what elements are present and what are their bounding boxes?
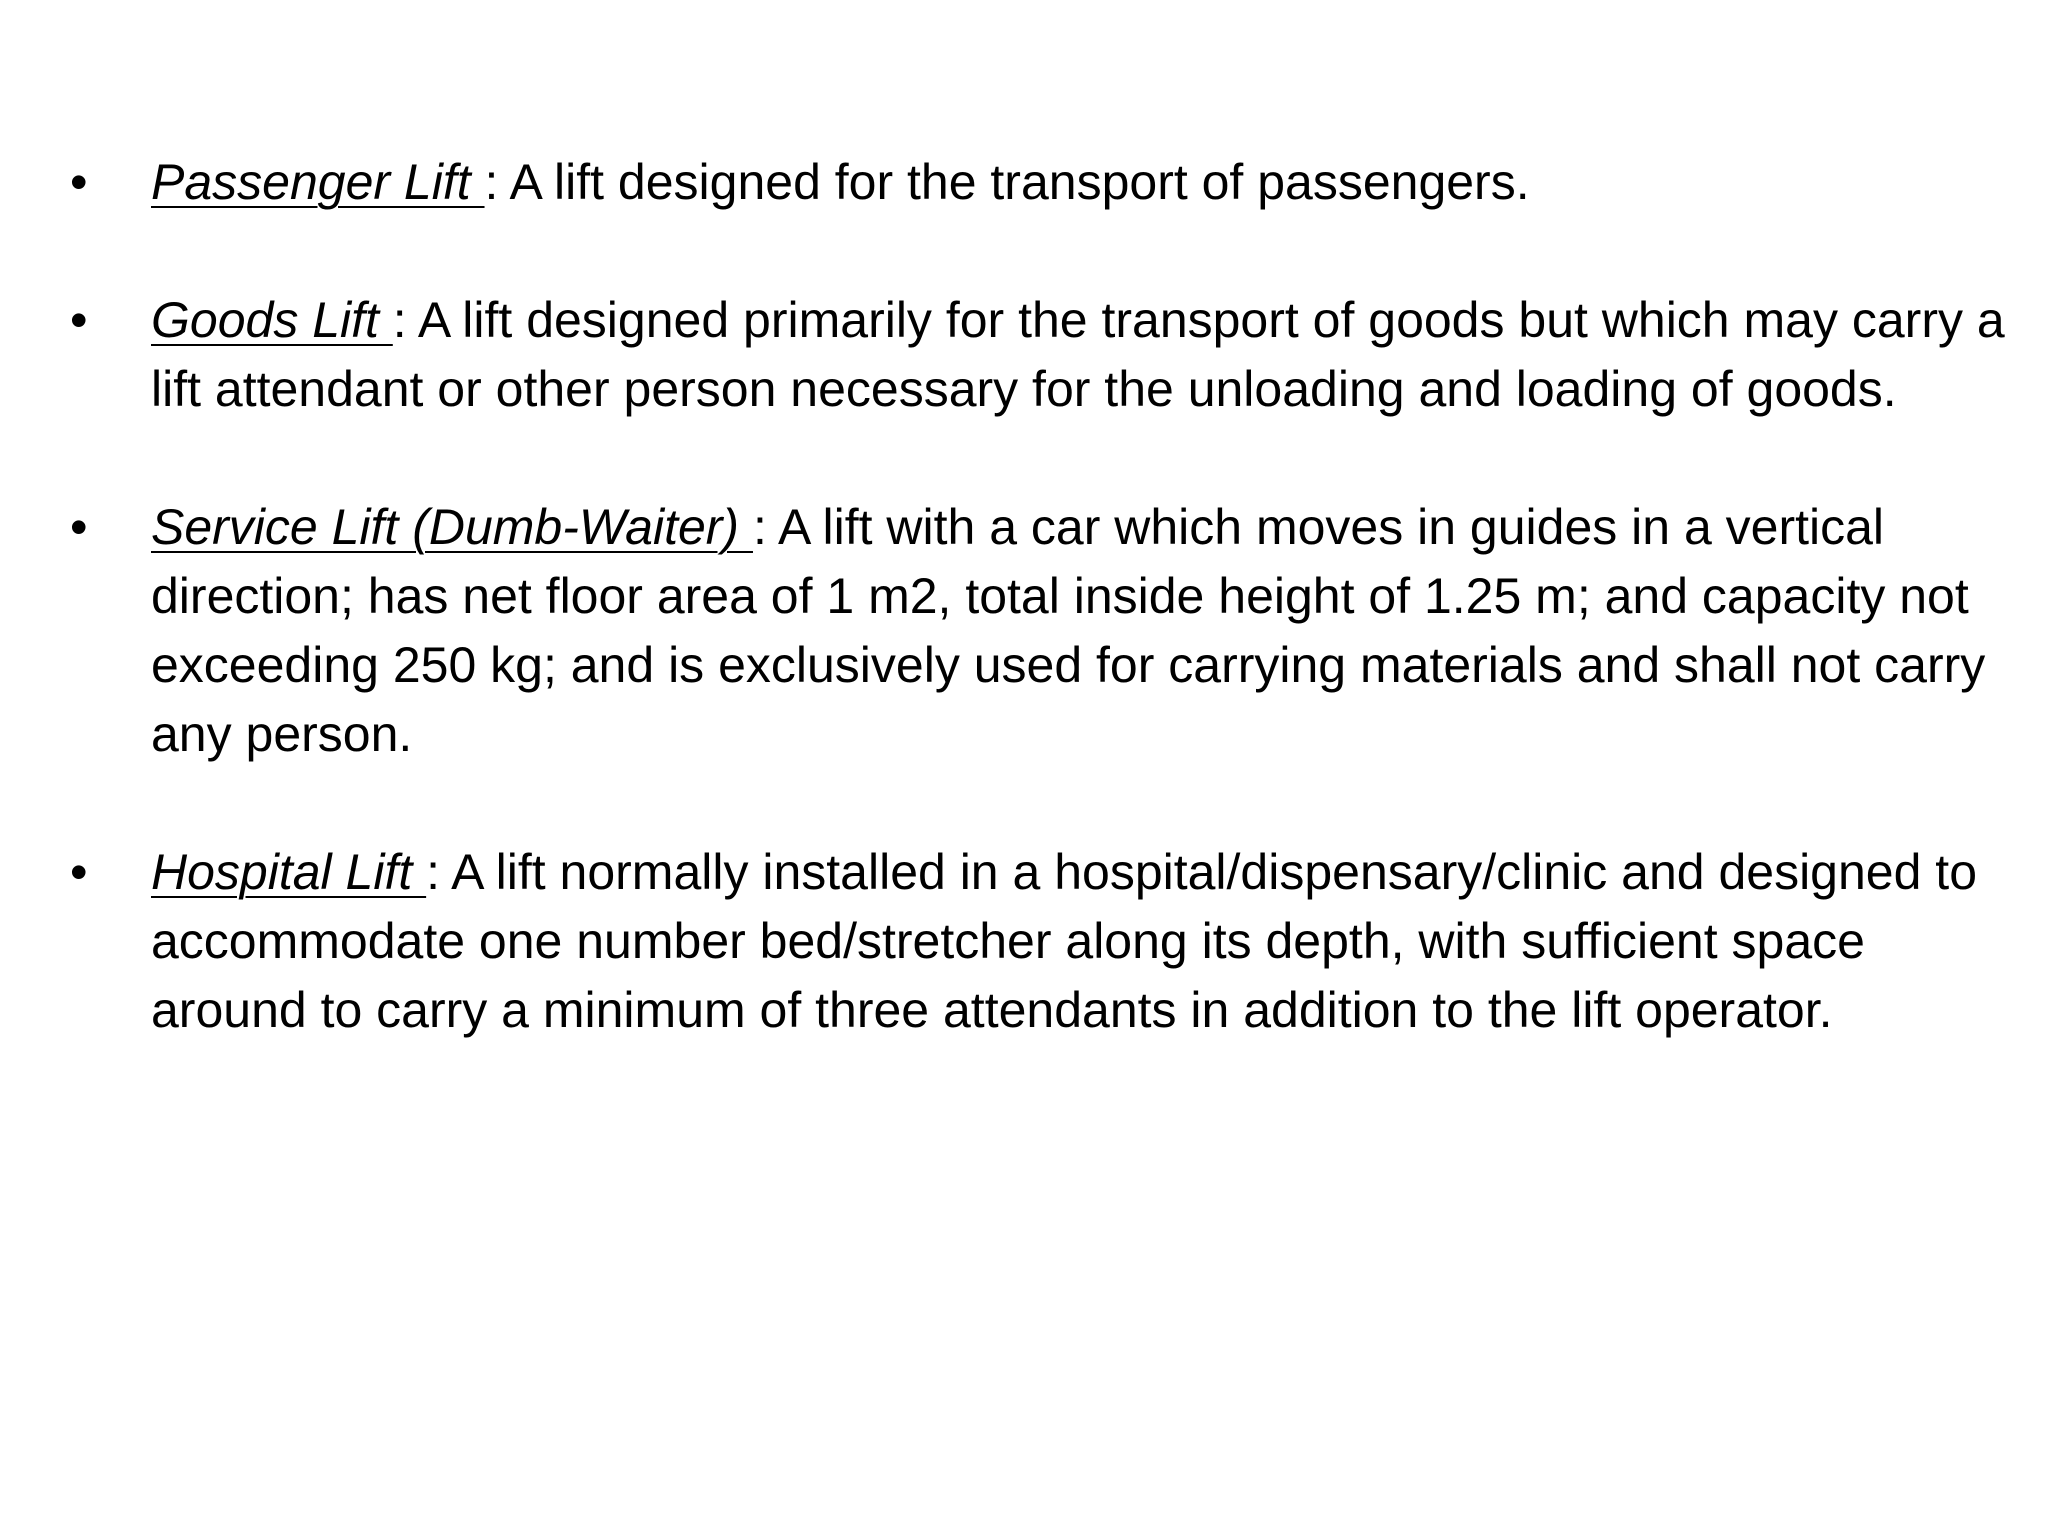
definition-goods-lift	[70, 286, 2010, 424]
definition-list	[70, 148, 2010, 1045]
bullet-icon: •	[70, 499, 88, 555]
description-passenger-lift: : A lift designed for the transport of passengers.	[484, 154, 1530, 210]
bullet-icon: •	[70, 844, 88, 900]
definition-passenger-lift	[70, 148, 2010, 217]
description-goods-lift: : A lift designed primarily for the transport of goods but which may carry a lift attendant or other person necessary for the unloading and loading of goods.	[151, 292, 2005, 417]
term-hospital-lift: Hospital Lift	[151, 844, 427, 900]
term-service-lift: Service Lift (Dumb-Waiter)	[151, 499, 753, 555]
bullet-icon: •	[70, 154, 88, 210]
term-passenger-lift: Passenger Lift	[151, 154, 485, 210]
definition-service-lift	[70, 493, 2010, 769]
description-hospital-lift: : A lift normally installed in a hospital/dispensary/clinic and designed to accommodate one number bed/stretcher along its depth, with sufficient space around to carry a minimum of three attendants in addition to the lift operator.	[151, 844, 1978, 1038]
definition-hospital-lift	[70, 838, 2010, 1045]
description-service-lift: : A lift with a car which moves in guides in a vertical direction; has net floor area of 1 m2, total inside height of 1.25 m; and capacity not exceeding 250 kg; and is exclusively used for carrying materials and shall not carry any person.	[151, 499, 1986, 762]
term-goods-lift: Goods Lift	[151, 292, 393, 348]
bullet-icon: •	[70, 292, 88, 348]
